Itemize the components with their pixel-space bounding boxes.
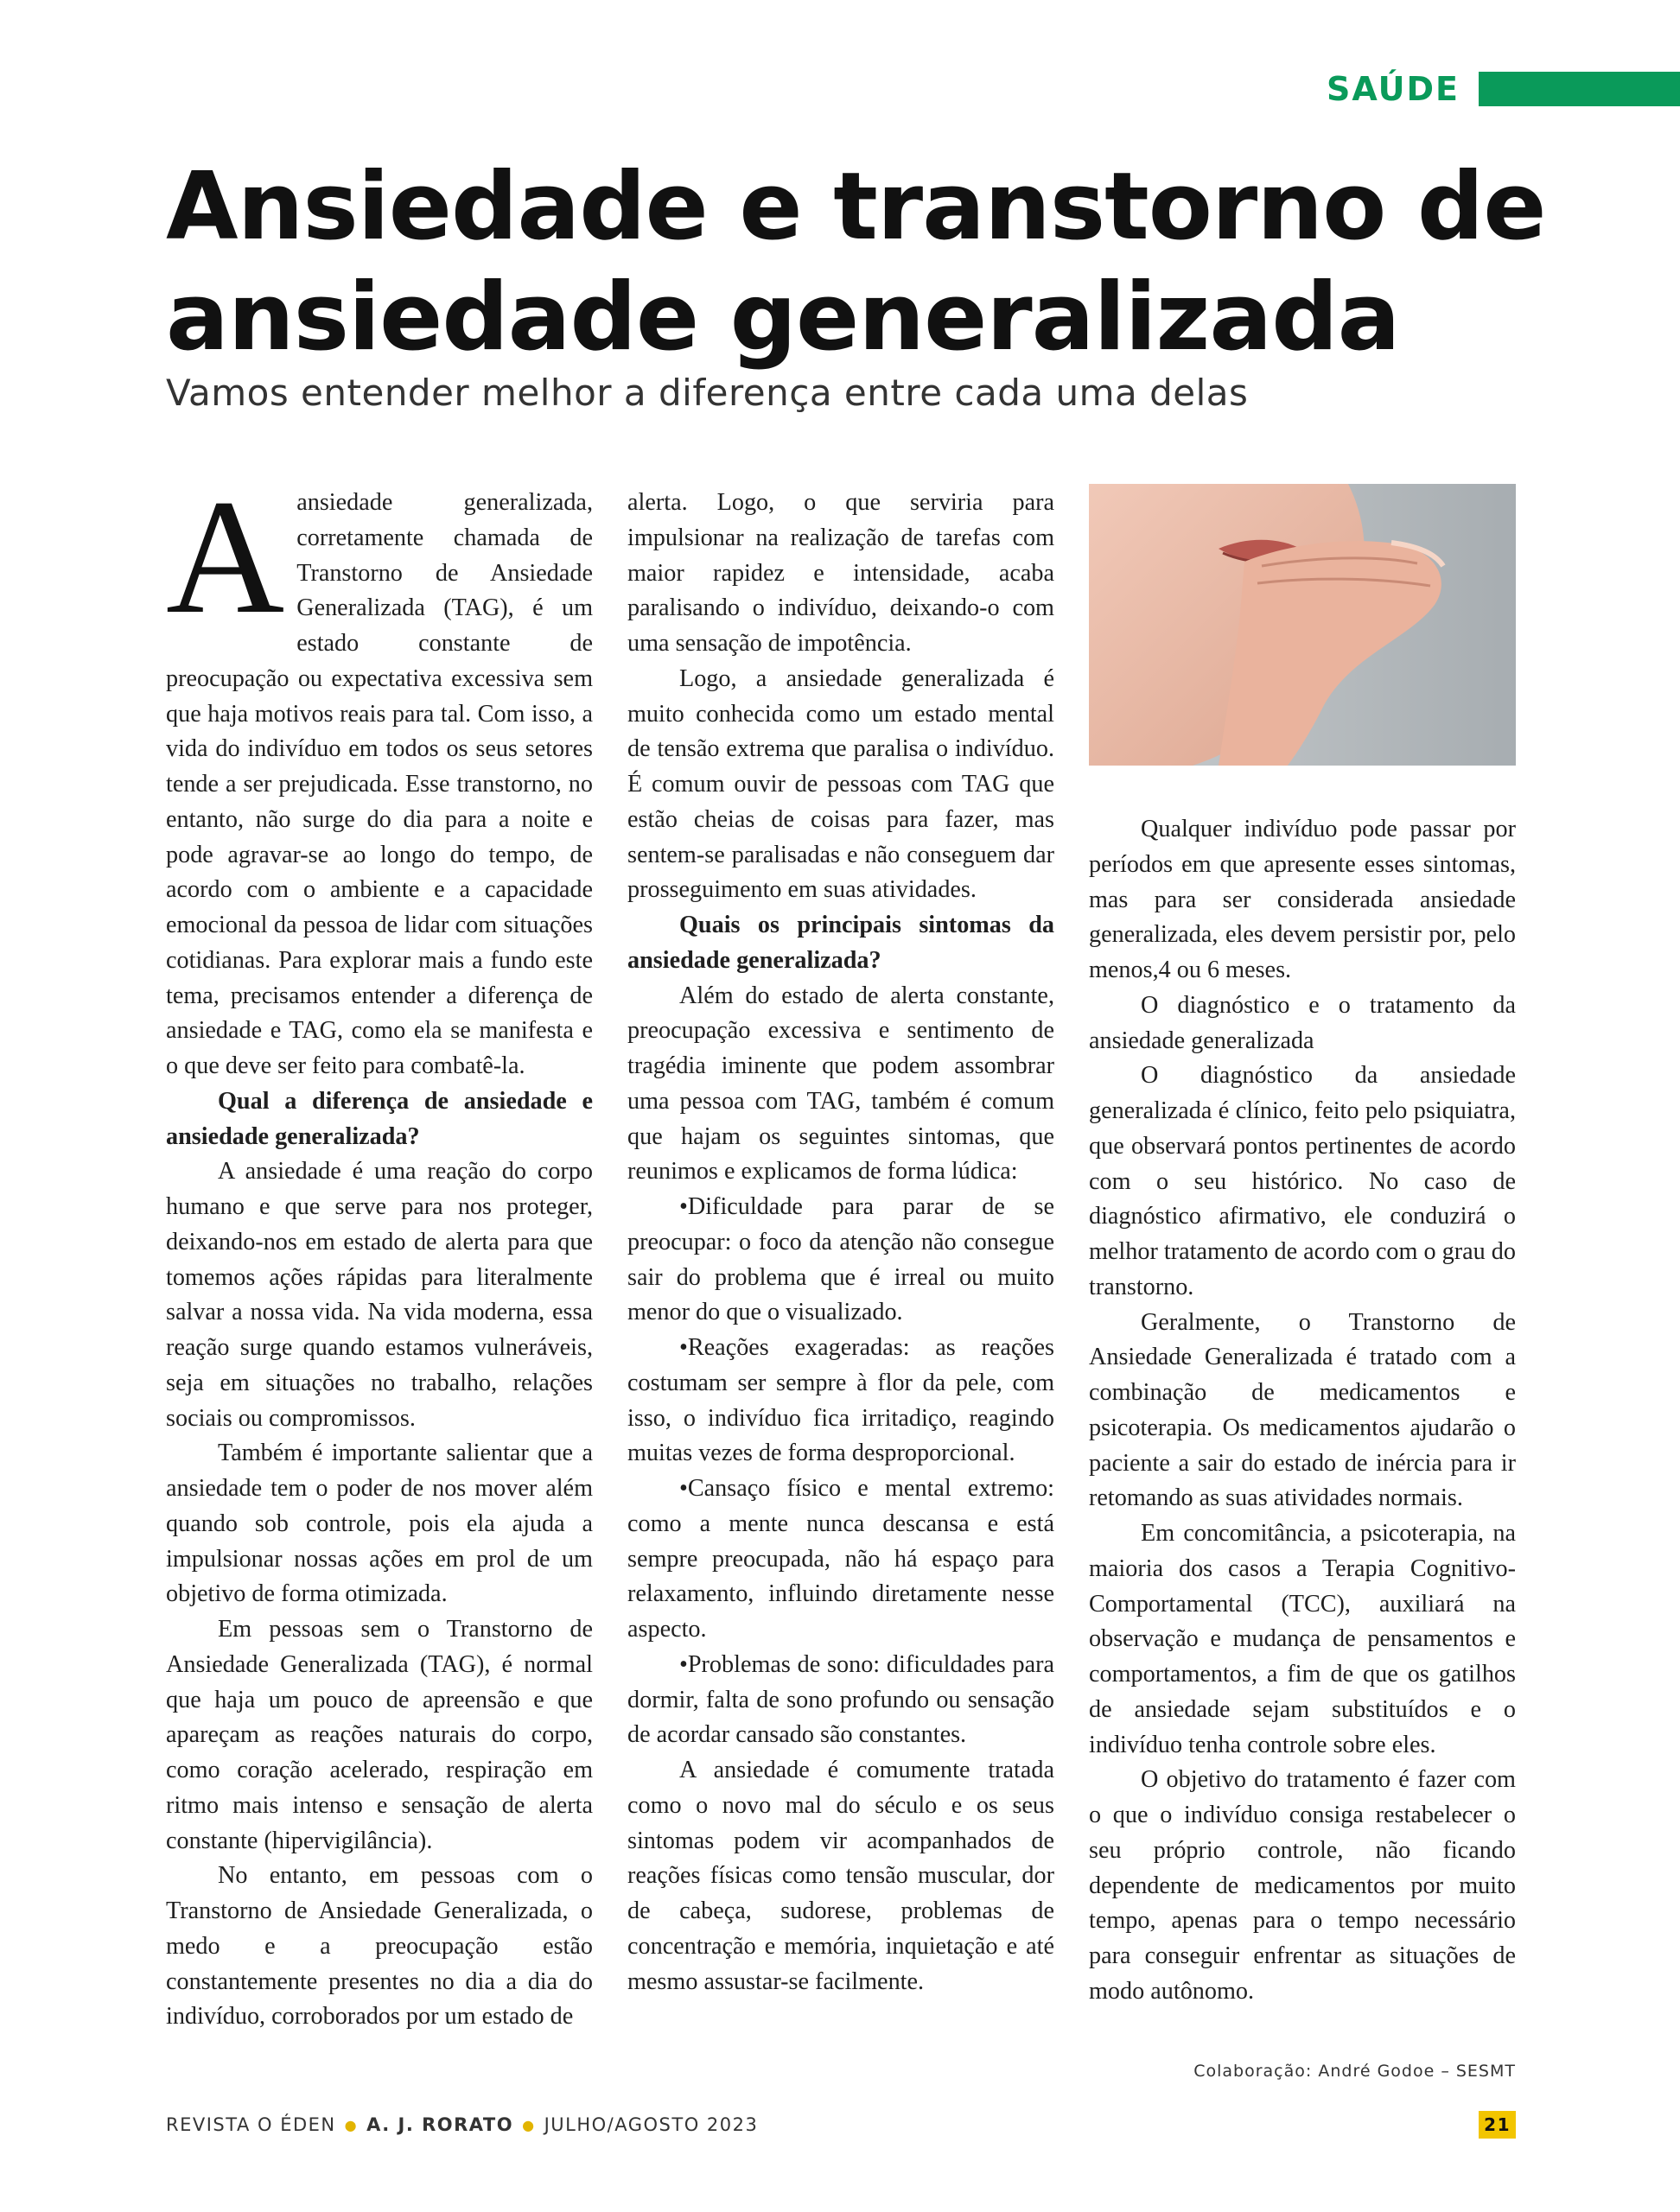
column-3	[1089, 812, 1516, 2010]
article-title: Ansiedade e transtorno de ansiedade generalizada	[166, 153, 1546, 372]
bullet-item: •Cansaço físico e mental extremo: como a mente nunca descansa e está sempre preocupada, não há espaço para relaxamento, influindo diretamente nesse aspecto.	[627, 1475, 1054, 1643]
article-credit: Colaboração: André Godoe – SESMT	[1193, 2062, 1516, 2081]
photo-illustration	[1089, 484, 1516, 766]
paragraph: O diagnóstico da ansiedade generalizada é clínico, feito pelo psiquiatra, que observará pontos pertinentes de acordo com o seu histórico. No caso de diagnóstico afirmativo, ele conduzirá o melhor tratamento de acordo com o grau do transtorno.	[1089, 1062, 1516, 1300]
footer-publisher: A. J. RORATO	[366, 2114, 514, 2135]
article-subtitle: Vamos entender melhor a diferença entre cada uma delas	[166, 372, 1249, 414]
bullet-item: •Dificuldade para parar de se preocupar: o foco da atenção não consegue sair do problema que é irreal ou muito menor do que o visualizado.	[627, 1193, 1054, 1326]
paragraph: Geralmente, o Transtorno de Ansiedade Generalizada é tratado com a combinação de medicamentos e psicoterapia. Os medicamentos ajudarão o paciente a sair do estado de inércia para ir retomando as suas atividades normais.	[1089, 1308, 1516, 1512]
paragraph: O diagnóstico e o tratamento da ansiedade generalizada	[1089, 991, 1516, 1054]
paragraph: Em concomitância, a psicoterapia, na maioria dos casos a Terapia Cognitivo-Comportamental (TCC), auxiliará na observação e mudança de pensamentos e comportamentos, a fim de que os gatilhos de ansiedade sejam substituídos e o indivíduo tenha controle sobre eles.	[1089, 1520, 1516, 1758]
paragraph: A ansiedade é uma reação do corpo humano e que serve para nos proteger, deixando-nos em estado de alerta para que tomemos ações rápidas para literalmente salvar a nossa vida. Na vida moderna, essa reação surge quando estamos vulneráveis, seja em situações no trabalho, relações sociais ou compromissos.	[166, 1158, 593, 1432]
footer-separator-dot: ●	[344, 2116, 359, 2133]
page-footer	[166, 2110, 1516, 2139]
paragraph: ansiedade generalizada, corretamente chamada de Transtorno de Ansiedade Generalizada (TAG), é um estado constante de preocupação ou expectativa excessiva sem que haja motivos reais para tal. Com isso, a vida do indivíduo em todos os seus setores tende a ser prejudicada. Esse transtorno, no entanto, não surge do dia para a noite e pode agravar-se ao longo do tempo, de acordo com o ambiente e a capacidade emocional da pessoa de lidar com situações cotidianas. Para explorar mais a fundo este tema, precisamos entender a diferença de ansiedade e TAG, como ela se manifesta e o que deve ser feito para combatê-la.	[166, 489, 593, 1079]
paragraph: Em pessoas sem o Transtorno de Ansiedade Generalizada (TAG), é normal que haja um pouco de apreensão e que apareçam as reações naturais do corpo, como coração acelerado, respiração em ritmo mais intenso e sensação de alerta constante (hipervigilância).	[166, 1616, 593, 1854]
section-tag	[1327, 69, 1680, 109]
column-1	[166, 467, 593, 2035]
subheading: Qual a diferença de ansiedade e ansiedade generalizada?	[166, 1087, 593, 1150]
paragraph: Além do estado de alerta constante, preocupação excessiva e sentimento de tragédia iminente que podem assombrar uma pessoa com TAG, também é comum que hajam os seguintes sintomas, que reunimos e explicamos de forma lúdica:	[627, 982, 1054, 1185]
footer-separator-dot: ●	[522, 2116, 536, 2133]
footer-issue: JULHO/AGOSTO 2023	[544, 2114, 759, 2135]
footer-publication	[166, 2114, 758, 2135]
subheading: Quais os principais sintomas da ansiedade generalizada?	[627, 912, 1054, 974]
paragraph: A ansiedade é comumente tratada como o novo mal do século e os seus sintomas podem vir acompanhados de reações físicas como tensão muscular, dor de cabeça, sudorese, problemas de concentração e memória, inquietação e até mesmo assustar-se facilmente.	[627, 1757, 1054, 1995]
section-label: SAÚDE	[1327, 70, 1460, 108]
article-photo	[1089, 484, 1516, 766]
paragraph: Também é importante salientar que a ansiedade tem o poder de nos mover além quando sob controle, pois ela ajuda a impulsionar nossas ações em prol de um objetivo de forma otimizada.	[166, 1440, 593, 1608]
paragraph: No entanto, em pessoas com o Transtorno de Ansiedade Generalizada, o medo e a preocupação estão constantemente presentes no dia a dia do indivíduo, corroborados por um estado de	[166, 1862, 593, 2031]
page-number: 21	[1479, 2111, 1516, 2139]
paragraph: alerta. Logo, o que serviria para impulsionar na realização de tarefas com maior rapidez e intensidade, acaba paralisando o indivíduo, deixando-o com uma sensação de impotência.	[627, 489, 1054, 657]
section-bar	[1479, 72, 1680, 106]
footer-magazine: REVISTA O ÉDEN	[166, 2114, 336, 2135]
bullet-item: •Reações exageradas: as reações costumam ser sempre à flor da pele, com isso, o indivíduo fica irritadiço, reagindo muitas vezes de forma desproporcional.	[627, 1334, 1054, 1467]
bullet-item: •Problemas de sono: dificuldades para dormir, falta de sono profundo ou sensação de acordar cansado são constantes.	[627, 1650, 1054, 1749]
paragraph: Logo, a ansiedade generalizada é muito conhecida como um estado mental de tensão extrema que paralisa o indivíduo. É comum ouvir de pessoas com TAG que estão cheias de coisas para fazer, mas sentem-se paralisadas e não conseguem dar prosseguimento em suas atividades.	[627, 664, 1054, 904]
drop-cap: A	[166, 467, 285, 648]
column-2	[627, 486, 1054, 1999]
paragraph: O objetivo do tratamento é fazer com o que o indivíduo consiga restabelecer o seu próprio controle, não ficando dependente de medicamentos por muito tempo, apenas para o tempo necessário para conseguir enfrentar as situações de modo autônomo.	[1089, 1766, 1516, 2005]
paragraph: Qualquer indivíduo pode passar por períodos em que apresente esses sintomas, mas para ser considerada ansiedade generalizada, eles devem persistir por, pelo menos,4 ou 6 meses.	[1089, 816, 1516, 983]
